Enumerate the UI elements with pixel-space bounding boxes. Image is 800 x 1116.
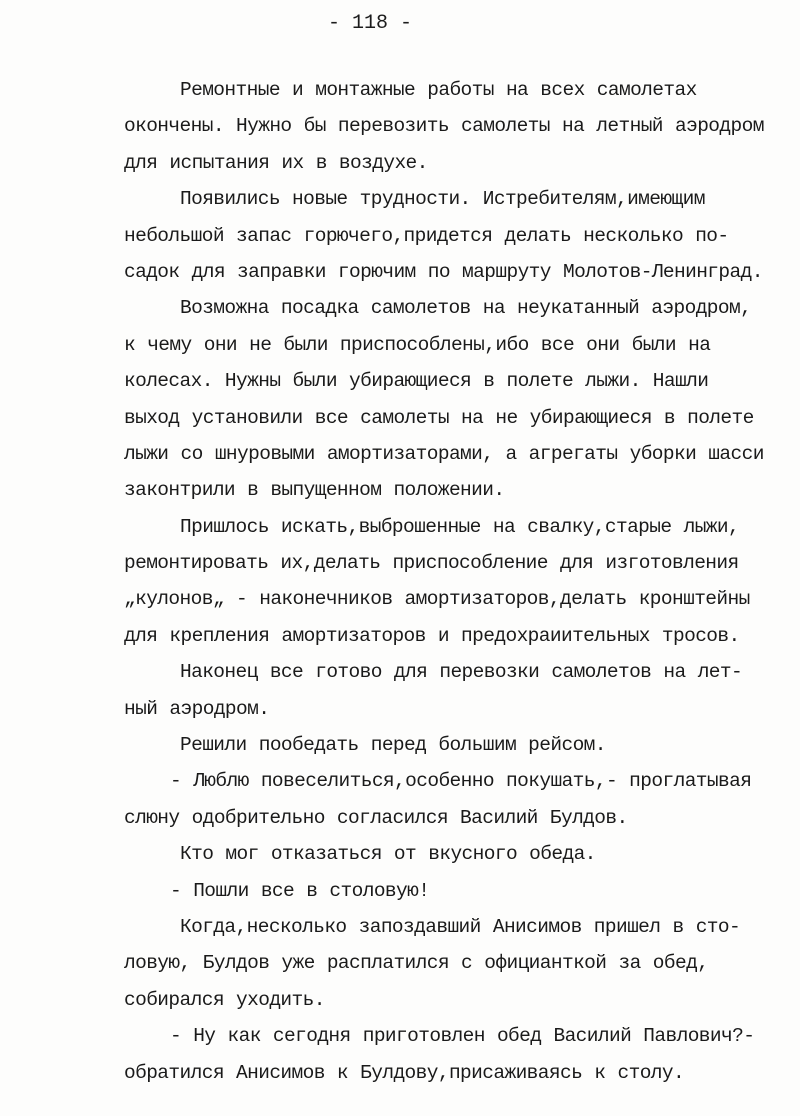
paragraph-line: колесах. Нужны были убирающиеся в полете лыжи. Нашли bbox=[124, 370, 709, 393]
paragraph-line: лыжи со шнуровыми амортизаторами, а агрегаты уборки шасси bbox=[124, 442, 764, 465]
paragraph-line: окончены. Нужно бы перевозить самолеты на летный аэродром bbox=[124, 115, 764, 138]
paragraph-line: „кулонов„ - наконечников амортизаторов,делать кронштейны bbox=[124, 588, 750, 611]
paragraph-line: собирался уходить. bbox=[124, 988, 325, 1011]
paragraph-line: для испытания их в воздухе. bbox=[124, 151, 428, 174]
paragraph-line: законтрили в выпущенном положении. bbox=[124, 479, 505, 502]
paragraph-line: садок для заправки горючим по маршруту Молотов-Ленинград. bbox=[124, 260, 763, 283]
paragraph-line: небольшой запас горючего,придется делать несколько по- bbox=[124, 224, 729, 247]
paragraph-line: слюну одобрительно согласился Василий Булдов. bbox=[124, 806, 628, 829]
paragraph-line: Кто мог отказаться от вкусного обеда. bbox=[180, 843, 596, 866]
paragraph-line: обратился Анисимов к Булдову,присаживаясь к столу. bbox=[124, 1061, 685, 1084]
paragraph-line: Появились новые трудности. Истребителям,имеющим bbox=[180, 188, 705, 211]
paragraph-line: к чему они не были приспособлены,ибо все они были на bbox=[124, 333, 711, 356]
paragraph-line: - Ну как сегодня приготовлен обед Василий Павлович?- bbox=[170, 1025, 755, 1048]
paragraph-line: Ремонтные и монтажные работы на всех самолетах bbox=[180, 79, 697, 101]
paragraph-line: - Люблю повеселиться,особенно покушать,- проглатывая bbox=[170, 770, 752, 793]
paragraph-line: Решили пообедать перед большим рейсом. bbox=[180, 734, 606, 757]
paragraph-line: ловую, Булдов уже расплатился с официанткой за обед, bbox=[124, 952, 709, 975]
paragraph-line: выход установили все самолеты на не убирающиеся в полете bbox=[124, 406, 754, 429]
paragraph-line: ный аэродром. bbox=[124, 697, 270, 720]
paragraph-line: - Пошли все в столовую! bbox=[170, 879, 430, 902]
paragraph-line: для крепления амортизаторов и предохраиительных тросов. bbox=[124, 624, 740, 647]
paragraph-line: Наконец все готово для перевозки самолетов на лет- bbox=[180, 661, 743, 684]
paragraph-line: Когда,несколько запоздавший Анисимов пришел в сто- bbox=[180, 915, 741, 938]
paragraph-line: Пришлось искать,выброшенные на свалку,старые лыжи, bbox=[180, 515, 740, 538]
paragraph-line: ремонтировать их,делать приспособление для изготовления bbox=[124, 552, 739, 575]
document-body bbox=[0, 72, 800, 1091]
page-number: - 118 - bbox=[327, 12, 412, 35]
paragraph-line: Возможна посадка самолетов на неукатанный аэродром, bbox=[180, 297, 752, 320]
